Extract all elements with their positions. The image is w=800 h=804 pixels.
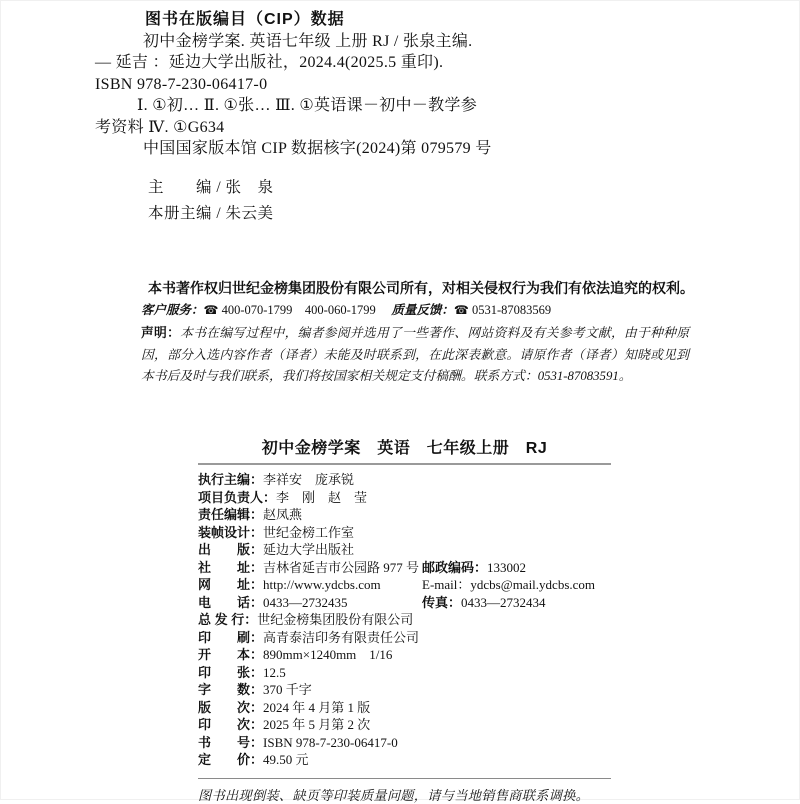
colophon-right-group [422,576,595,594]
colophon-row [198,716,611,734]
colophon-right-group [422,559,526,577]
colophon-label: 书 号： [198,734,264,750]
colophon-label: 装帧设计： [198,524,264,540]
colophon-value: 李祥安 庞承锐 [263,472,355,487]
colophon-row [198,646,611,664]
cip-line: ISBN 978-7-230-06417-0 [95,75,268,93]
statement [141,322,689,388]
colophon-label: 项目负责人： [198,489,277,505]
feedback-label: 质量反馈： [391,303,454,317]
colophon-row [198,699,611,717]
colophon-label: 印 刷： [198,629,264,645]
divider-top [198,463,611,465]
chief-editor-line: 主 编 / 张 泉 [148,179,274,196]
colophon-value: 延边大学出版社 [263,542,355,557]
colophon-value: 0433—2732435 [263,594,348,610]
colophon-right-group [422,594,546,612]
colophon-row [198,594,611,612]
colophon-value: 12.5 [263,664,286,680]
colophon-row [198,506,611,524]
colophon-row [198,489,611,507]
service-numbers: 400-070-1799 400-060-1799 [221,303,376,317]
cip-line: Ⅰ. ①初… Ⅱ. ①张… Ⅲ. ①英语课－初中－教学参 [137,97,478,114]
copyright-line: 本书著作权归世纪金榜集团股份有限公司所有，对相关侵权行为我们有依法追究的权利。 [148,280,694,296]
colophon-label: 责任编辑： [198,507,264,522]
colophon-label: 版 次： [198,699,264,715]
editors-block [148,175,274,227]
colophon-row [198,751,611,769]
quality-footnote: 图书出现倒装、缺页等印装质量问题，请与当地销售商联系调换。 [198,787,590,803]
colophon-value: 49.50 元 [263,752,309,767]
colophon-value: 0433—2732434 [461,594,546,610]
statement-label: 声明： [141,325,181,340]
feedback-number: 0531-87083569 [471,303,552,317]
colophon-row [198,541,611,559]
colophon-value: 高青泰洁印务有限责任公司 [263,629,420,645]
colophon-value: 世纪金榜集团股份有限公司 [257,612,414,627]
colophon-row [198,734,611,752]
colophon-label: 邮政编码： [422,559,488,575]
colophon-label: 印 张： [198,664,264,680]
colophon-value: ydcbs@mail.ydcbs.com [470,577,596,592]
colophon-value: 370 千字 [263,682,312,697]
phone-icon: ☎ [453,303,469,317]
colophon-row [198,681,611,699]
volume-editor-line: 本册主编 / 朱云美 [148,205,274,222]
statement-text: 本书在编写过程中，编者参阅并选用了一些著作、网站资料及有关参考文献，由于种种原因，部分入选内容作者（译者）未能及时联系到，在此深表歉意。请原作者（译者）知晓或见到本书后及时与我们联系，我们将按国家相关规定支付稿酬。联系方式：0531-87083591。 [141,326,690,383]
colophon-value: http://www.ydcbs.com [263,577,381,592]
colophon-value: 赵凤燕 [263,507,303,522]
colophon-label: 传真： [422,594,462,610]
colophon-value: 吉林省延吉市公园路 977 号 [263,559,420,575]
colophon-value: ISBN 978-7-230-06417-0 [263,734,398,750]
colophon-row [198,559,611,577]
colophon-label: 定 价： [198,752,264,767]
colophon-title: 初中金榜学案 英语 七年级上册 RJ [261,440,548,457]
colophon-row [198,524,611,542]
colophon-value: 世纪金榜工作室 [263,524,355,540]
colophon [198,439,611,804]
colophon-label: 出 版： [198,542,264,557]
cip-heading: 图书在版编目（CIP）数据 [145,11,345,28]
colophon-row [198,629,611,647]
cip-block [93,9,633,160]
colophon-label: 印 次： [198,717,264,732]
phone-icon: ☎ [203,303,219,317]
colophon-value: 890mm×1240mm 1/16 [263,647,393,662]
copyright-notice [141,278,694,388]
colophon-value: 133002 [487,559,527,575]
cip-line: 考资料 Ⅳ. ①G634 [95,118,225,136]
colophon-rows [198,471,611,769]
colophon-label: 社 址： [198,559,264,575]
service-line [141,301,689,319]
colophon-label: 电 话： [198,594,264,610]
cip-line: 中国国家版本馆 CIP 数据核字(2024)第 079579 号 [143,140,492,157]
colophon-label: 执行主编： [198,472,264,487]
colophon-row [198,664,611,682]
colophon-value: 2024 年 4 月第 1 版 [263,699,371,715]
colophon-row [198,471,611,489]
colophon-label: E-mail： [422,577,471,592]
colophon-label: 字 数： [198,682,264,697]
colophon-label: 开 本： [198,647,264,662]
cip-line: 初中金榜学案. 英语七年级 上册 RJ / 张泉主编. [143,32,473,50]
cip-line: — 延吉 ：延边大学出版社，2024.4(2025.5 重印). [95,54,444,71]
service-label: 客户服务： [141,303,204,317]
colophon-value: 2025 年 5 月第 2 次 [263,717,371,732]
divider-bottom [198,778,611,779]
colophon-row [198,576,611,594]
colophon-label: 总 发 行： [198,612,258,627]
colophon-label: 网 址： [198,577,264,592]
colophon-value: 李 刚 赵 莹 [276,489,368,505]
colophon-row [198,611,611,629]
